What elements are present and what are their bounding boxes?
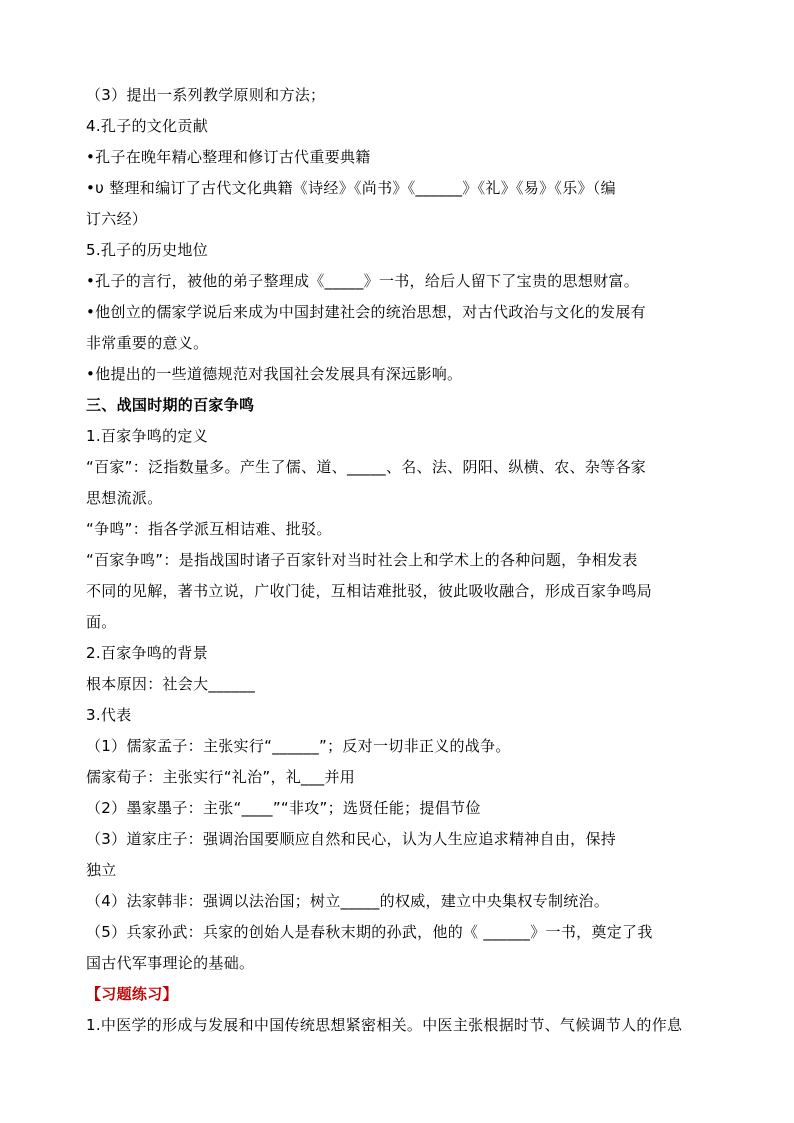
text-line: “争鸣”：指各学派互相诘难、批驳。 (86, 520, 332, 538)
text-line: •孔子在晚年精心整理和修订古代重要典籍 (86, 148, 371, 166)
text-line: （1）儒家孟子：主张实行“______”；反对一切非正义的战争。 (86, 737, 511, 755)
section-heading: 5.孔子的历史地位 (86, 241, 209, 259)
section-heading: 1.百家争鸣的定义 (86, 427, 209, 445)
text-line: “百家争鸣”：是指战国时诸子百家针对当时社会上和学术上的各种问题，争相发表 (86, 551, 638, 569)
text-line: 儒家荀子：主张实行“礼治”，礼___并用 (86, 768, 356, 786)
text-line: 面。 (86, 613, 117, 631)
text-line: •他提出的一些道德规范对我国社会发展具有深远影响。 (86, 365, 463, 383)
text-line: 独立 (86, 861, 117, 879)
text-line: 思想流派。 (86, 489, 163, 507)
text-line: •孔子的言行，被他的弟子整理成《_____》一书，给后人留下了宝贵的思想财富。 (86, 272, 640, 290)
document-body (86, 80, 726, 1041)
text-line: （2）墨家墨子：主张“____”“非攻”；选贤任能；提倡节俭 (86, 799, 481, 817)
text-line: •υ 整理和编订了古代文化典籍《诗经》《尚书》《______》《礼》《易》《乐》（编 (86, 179, 616, 197)
text-line: （4）法家韩非：强调以法治国；树立_____的权威，建立中央集权专制统治。 (86, 892, 610, 910)
text-line: 1.中医学的形成与发展和中国传统思想紧密相关。中医主张根据时节、气候调节人的作息 (86, 1016, 683, 1034)
text-line: “百家”：泛指数量多。产生了儒、道、_____、名、法、阴阳、纵横、农、杂等各家 (86, 458, 647, 476)
section-heading: 3.代表 (86, 706, 132, 724)
text-line: 不同的见解，著书立说，广收门徒，互相诘难批驳，彼此吸收融合，形成百家争鸣局 (86, 582, 653, 600)
text-line: 国古代军事理论的基础。 (86, 954, 255, 972)
text-line: 非常重要的意义。 (86, 334, 209, 352)
text-line: •他创立的儒家学说后来成为中国封建社会的统治思想，对古代政治与文化的发展有 (86, 303, 646, 321)
chapter-heading: 三、战国时期的百家争鸣 (86, 396, 255, 414)
text-line: 根本原因：社会大______ (86, 675, 256, 693)
section-heading: 4.孔子的文化贡献 (86, 117, 209, 135)
text-line: （3）道家庄子：强调治国要顺应自然和民心，认为人生应追求精神自由，保持 (86, 830, 617, 848)
text-line: （5）兵家孙武：兵家的创始人是春秋末期的孙武，他的《 ______》一书，奠定了我 (86, 923, 653, 941)
exercise-heading: 【习题练习】 (86, 985, 178, 1003)
section-heading: 2.百家争鸣的背景 (86, 644, 209, 662)
text-line: （3）提出一系列教学原则和方法； (86, 86, 326, 104)
text-line: 订六经） (86, 210, 148, 228)
